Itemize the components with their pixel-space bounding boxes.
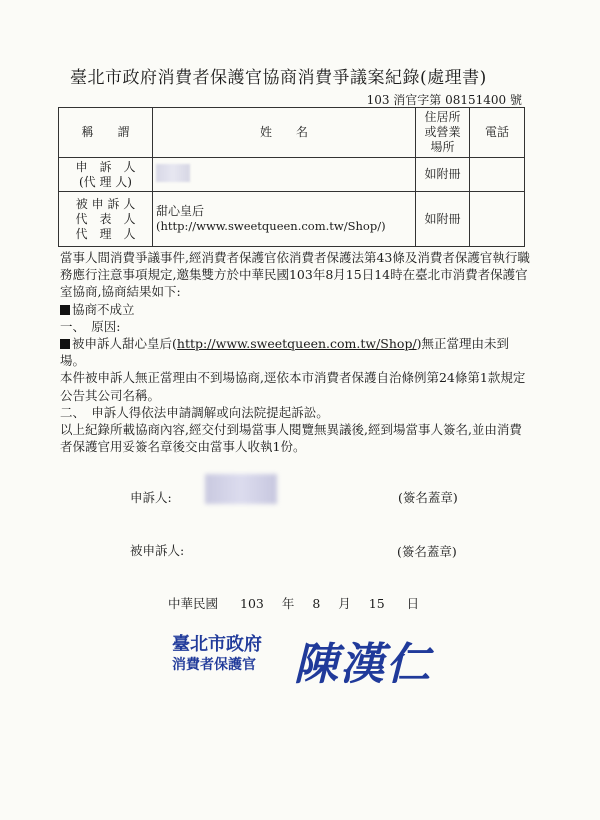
complainant-address: 如附冊	[416, 158, 470, 192]
reason-a	[60, 335, 530, 369]
respondent-name-line2: (http://www.sweetqueen.com.tw/Shop/)	[156, 219, 386, 233]
date-day: 15	[368, 596, 385, 611]
complainant-sign-label: 申訴人:	[130, 490, 172, 505]
respondent-sign-label: 被申訴人:	[130, 543, 185, 558]
stamp-title: 消費者保護官	[172, 657, 256, 673]
header-address: 住居所或營業場所	[416, 108, 470, 158]
respondent-role-line1: 被 申 訴 人	[75, 196, 136, 211]
complainant-role	[59, 158, 153, 192]
record-body	[60, 249, 530, 455]
result-text: 協商不成立	[72, 301, 135, 317]
reason-b: 本件被申訴人無正當理由不到場協商,逕依本市消費者保護自治條例第24條第1款規定公告其公司名稱。	[60, 370, 526, 403]
date-year: 103	[240, 596, 264, 611]
header-name: 姓 名	[153, 108, 416, 158]
checkbox-filled-icon	[60, 305, 70, 315]
stamp-officer-name: 陳漢仁	[294, 639, 432, 690]
stamp-agency: 臺北市政府	[172, 634, 262, 655]
redacted-signature	[205, 474, 277, 504]
date-month-unit: 月	[338, 596, 351, 611]
respondent-name	[153, 192, 416, 247]
date-year-unit: 年	[281, 596, 295, 611]
respondent-address: 如附冊	[416, 192, 470, 247]
redacted-name	[156, 164, 190, 182]
respondent-role-line3: 代 理 人	[75, 226, 136, 241]
header-phone: 電話	[470, 108, 525, 158]
closing-paragraph: 以上紀錄所載協商內容,經交付到場當事人閱覽無異議後,經到場當事人簽名,並由消費者保護官用妥簽名章後交由當事人收執1份。	[60, 422, 522, 455]
respondent-url-link[interactable]: http://www.sweetqueen.com.tw/Shop/	[176, 336, 417, 352]
date-era: 中華民國	[168, 596, 219, 611]
respondent-phone	[470, 192, 525, 247]
respondent-name-line1: 甜心皇后	[156, 204, 205, 218]
complainant-sign-note: (簽名蓋章)	[398, 490, 458, 505]
respondent-role-line2: 代 表 人	[75, 211, 136, 226]
parties-table	[58, 107, 525, 247]
date-day-unit: 日	[406, 596, 420, 611]
table-header-row	[59, 108, 525, 158]
document-date	[168, 594, 419, 612]
respondent-sign-note: (簽名蓋章)	[397, 544, 457, 559]
date-month: 8	[312, 596, 321, 611]
document-number: 103 消官字第 08151400 號	[366, 93, 522, 107]
document-title: 臺北市政府消費者保護官協商消費爭議案紀錄(處理書)	[70, 68, 487, 88]
intro-paragraph: 當事人間消費爭議事件,經消費者保護官依消費者保護法第43條及消費者保護官執行職務應行注意事項規定,邀集雙方於中華民國103年8月15日14時在臺北市消費者保護官室協商,協商結果如下:	[60, 250, 530, 300]
result-line	[60, 301, 530, 318]
header-role: 稱 謂	[59, 108, 153, 158]
checkbox-filled-icon	[60, 339, 70, 349]
complainant-phone	[470, 158, 525, 192]
complainant-role-line1: 申 訴 人	[75, 159, 136, 174]
table-row	[59, 158, 525, 192]
complainant-name	[153, 158, 416, 192]
section-2: 二、 申訴人得依法申請調解或向法院提起訴訟。	[60, 404, 329, 420]
complainant-role-line2: (代 理 人)	[79, 174, 132, 189]
section-1-heading: 一、 原因:	[60, 318, 121, 334]
reason-a-prefix: 被申訴人甜心皇后(	[72, 336, 177, 352]
table-row	[59, 192, 525, 247]
reason-a-suffix: )無正當理由未到場。	[60, 336, 510, 369]
respondent-role	[59, 192, 153, 247]
